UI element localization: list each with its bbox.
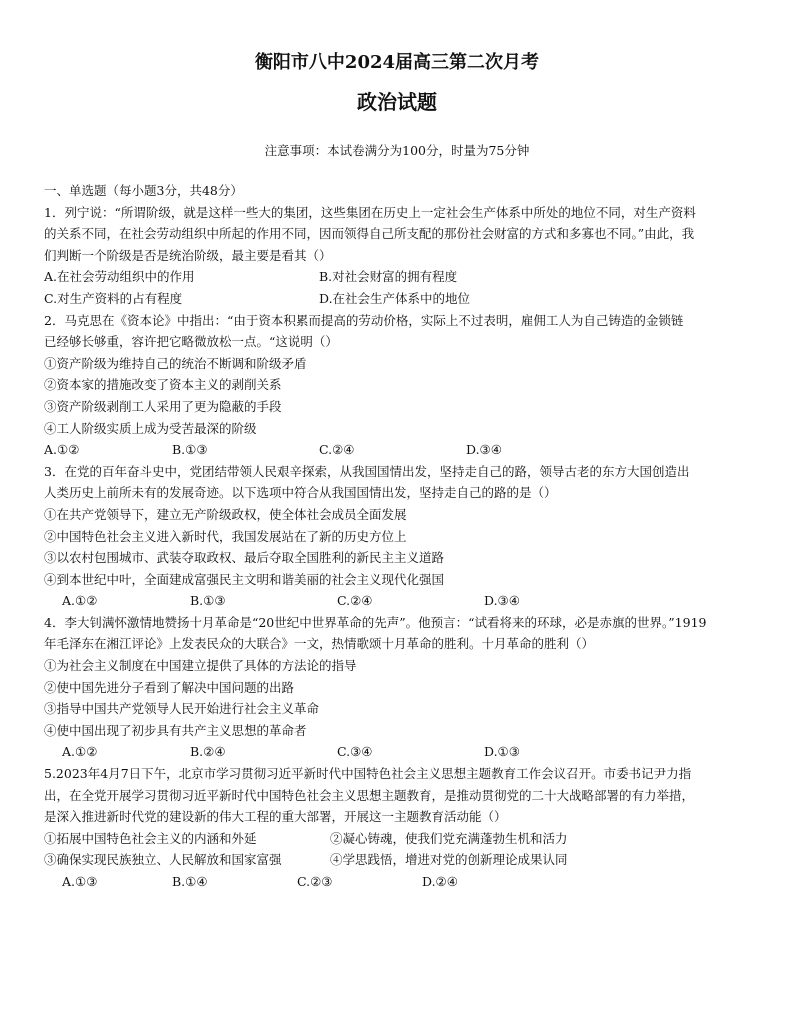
statement: ④学思践悟，增进对党的创新理论成果认同 [329, 852, 568, 868]
option-d: D.③④ [484, 593, 520, 609]
question-2 [44, 310, 754, 461]
option-a: A.①③ [62, 874, 98, 889]
question-text: 年毛泽东在湘江评论》上发表民众的大联合》一文，热情歌颂十月革命的胜利。十月革命的胜利（） [44, 636, 595, 652]
options-row [44, 288, 754, 310]
options-row [44, 439, 754, 461]
option-a: A.①② [44, 442, 80, 458]
statement: ③资产阶级剥削工人采用了更为隐蔽的手段 [44, 398, 282, 414]
option-b: B.①③ [172, 442, 208, 458]
exam-content [44, 180, 754, 893]
statement: ③确保实现民族独立、人民解放和国家富强 [44, 852, 282, 868]
option-b: B.②④ [190, 744, 226, 760]
option-a: A.在社会劳动组织中的作用 [44, 269, 195, 285]
statement: ④使中国出现了初步具有共产主义思想的革命者 [44, 722, 307, 738]
statement: ②凝心铸魂，使我们党充满蓬勃生机和活力 [329, 830, 568, 846]
question-text: 已经够长够重，容许把它略微放松一点。“这说明（） [44, 334, 338, 350]
question-text: 2．马克思在《资本论》中指出：“由于资本积累而提高的劳动价格，实际上不过表明，雇佣工人为自己铸造的金锁链 [44, 312, 684, 328]
statement: ③以农村包围城市、武装夺取政权、最后夺取全国胜利的新民主主义道路 [44, 550, 445, 566]
option-d: D.②④ [422, 874, 458, 889]
question-1 [44, 202, 754, 310]
question-text: 们判断一个阶级是否是统治阶级，最主要是看其（） [44, 247, 332, 263]
statement: ③指导中国共产党领导人民开始进行社会主义革命 [44, 701, 320, 717]
question-text: 5.2023年4月7日下午，北京市学习贯彻习近平新时代中国特色社会主义思想主题教育工作会议召开。市委书记尹力指 [44, 766, 692, 782]
option-c: C.③④ [337, 744, 373, 760]
question-text: 3．在党的百年奋斗史中，党团结带领人民艰辛探索，从我国国情出发，坚持走自己的路，领导古老的东方大国创造出 [44, 463, 690, 479]
option-c: C.对生产资料的占有程度 [44, 290, 183, 306]
option-c: C.②④ [337, 593, 373, 609]
exam-notice: 注意事项：本试卷满分为100分，时量为75分钟 [264, 143, 530, 158]
option-c: C.②③ [297, 874, 333, 889]
statement-row [44, 849, 754, 871]
question-text: 出，在全党开展学习贯彻习近平新时代中国特色社会主义思想主题教育，是推动贯彻党的二十大战略部署的有力举措， [44, 787, 695, 803]
exam-subtitle: 政治试题 [357, 90, 437, 114]
statement: ①资产阶级为维持自己的统治不断调和阶级矛盾 [44, 355, 307, 371]
question-text: 1．列宁说：“所谓阶级，就是这样一些大的集团，这些集团在历史上一定社会生产体系中所处的地位不同，对生产资料 [44, 204, 696, 220]
options-row [44, 741, 754, 763]
option-a: A.①② [62, 744, 98, 760]
question-3 [44, 461, 754, 612]
question-text: 的关系不同，在社会劳动组织中所起的作用不同，因而领得自己所支配的那份社会财富的方式和多寡也不同。”由此，我 [44, 226, 695, 242]
options-row [44, 871, 754, 893]
statement-row [44, 828, 754, 850]
section-heading: 一、单选题（每小题3分，共48分） [44, 183, 243, 198]
statement: ④工人阶级实质上成为受苦最深的阶级 [44, 420, 257, 436]
statement: ②中国特色社会主义进入新时代，我国发展站在了新的历史方位上 [44, 528, 407, 544]
option-b: B.对社会财富的拥有程度 [319, 269, 458, 285]
option-d: D.在社会生产体系中的地位 [319, 290, 471, 306]
option-b: B.①③ [190, 593, 226, 609]
statement: ②使中国先进分子看到了解决中国问题的出路 [44, 679, 295, 695]
question-text: 是深入推进新时代党的建设新的伟大工程的重大部署，开展这一主题教育活动能（） [44, 809, 507, 825]
options-row [44, 590, 754, 612]
option-c: C.②④ [319, 442, 355, 458]
statement: ①在共产党领导下，建立无产阶级政权，使全体社会成员全面发展 [44, 506, 407, 522]
question-4 [44, 612, 754, 763]
exam-title: 衡阳市八中2024届高三第二次月考 [254, 52, 540, 73]
statement: ②资本家的措施改变了资本主义的剥削关系 [44, 377, 282, 393]
option-b: B.①④ [172, 874, 208, 889]
question-text: 4．李大钊满怀激情地赞扬十月革命是“20世纪中世界革命的先声”。他预言：“试看将来的环球，必是赤旗的世界。”1919 [44, 614, 707, 630]
question-5 [44, 763, 754, 893]
option-a: A.①② [62, 593, 98, 609]
statement: ①拓展中国特色社会主义的内涵和外延 [44, 830, 257, 846]
options-row [44, 266, 754, 288]
question-text: 人类历史上前所未有的发展奇迹。以下选项中符合从我国国情出发，坚持走自己的路的是（） [44, 485, 557, 501]
statement: ①为社会主义制度在中国建立提供了具体的方法论的指导 [44, 658, 357, 674]
option-d: D.①③ [484, 744, 520, 760]
statement: ④到本世纪中叶，全面建成富强民主文明和谐美丽的社会主义现代化强国 [44, 571, 445, 587]
option-d: D.③④ [466, 442, 502, 458]
